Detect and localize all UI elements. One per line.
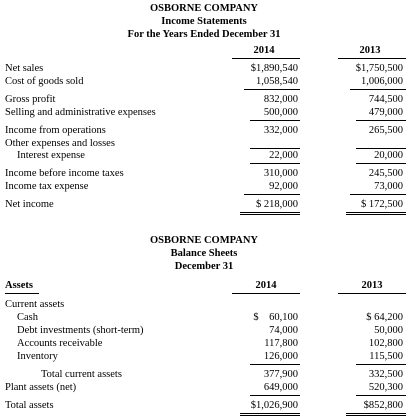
income-row-2013: 73,000 [374, 181, 403, 192]
income-row-2013: 245,500 [368, 168, 403, 179]
income-row-2014: $ 218,000 [256, 199, 298, 210]
income-subtotal-rule [356, 148, 406, 149]
balance-subtotal-rule [356, 364, 406, 365]
balance-company-name: OSBORNE COMPANY [149, 235, 258, 246]
income-row-2013: $1,750,500 [355, 63, 403, 74]
income-row-2013: $ 172,500 [361, 199, 403, 210]
income-row-2014: $1,890,540 [250, 63, 298, 74]
income-subtotal-rule [356, 163, 406, 164]
assets-header-rule [5, 293, 39, 294]
income-row-2014: 332,000 [263, 125, 298, 136]
balance-col1-rule [232, 293, 300, 294]
balance-row-2013: 102,800 [368, 338, 403, 349]
balance-row-2013: 115,500 [369, 351, 403, 362]
income-row-2014: 22,000 [269, 150, 298, 161]
income-row-2013: 20,000 [374, 150, 403, 161]
assets-header: Assets [5, 280, 33, 291]
income-row-2014: 832,000 [263, 94, 298, 105]
income-subtotal-rule [350, 194, 406, 195]
income-subtotal-rule [244, 194, 300, 195]
balance-row-2014: 649,000 [263, 382, 298, 393]
balance-row-label: Plant assets (net) [5, 382, 77, 393]
income-subtotal-rule [250, 148, 300, 149]
balance-subtotal-rule [250, 395, 300, 396]
income-subtotal-rule [356, 120, 406, 121]
income-col2-rule [338, 58, 406, 59]
balance-row-label: Current assets [5, 299, 65, 310]
balance-row-2014: 117,800 [264, 338, 298, 349]
income-row-2014: 500,000 [263, 107, 298, 118]
income-col-2014: 2014 [253, 45, 275, 56]
income-row-2013: 265,500 [368, 125, 403, 136]
balance-row-label: Accounts receivable [17, 338, 103, 349]
income-total-double-rule [240, 212, 300, 215]
balance-row-label: Total current assets [41, 369, 122, 380]
income-subtotal-rule [244, 89, 300, 90]
balance-row-2014: 74,000 [269, 325, 298, 336]
balance-subtotal-rule [250, 364, 300, 365]
income-period: For the Years Ended December 31 [127, 29, 281, 40]
balance-row-2014: $1,026,900 [250, 400, 298, 411]
balance-row-2013: 332,500 [368, 369, 403, 380]
income-subtotal-rule [350, 89, 406, 90]
income-row-label: Interest expense [17, 150, 85, 161]
balance-total-double-rule [346, 413, 406, 416]
income-subtotal-rule [250, 163, 300, 164]
income-company-name: OSBORNE COMPANY [149, 3, 258, 14]
balance-row-2013: $852,800 [363, 400, 403, 411]
balance-total-double-rule [240, 413, 300, 416]
income-row-label: Other expenses and losses [5, 138, 115, 149]
balance-col-2013: 2013 [361, 280, 383, 291]
income-row-label: Income tax expense [5, 181, 89, 192]
balance-row-2014: 377,900 [263, 369, 298, 380]
income-subtotal-rule [250, 120, 300, 121]
income-row-label: Selling and administrative expenses [5, 107, 156, 118]
income-col1-rule [232, 58, 300, 59]
balance-row-label: Inventory [17, 351, 58, 362]
balance-sheet-title: Balance Sheets [170, 248, 238, 259]
balance-col-2014: 2014 [255, 280, 277, 291]
income-row-2014: 1,058,540 [256, 76, 298, 87]
balance-row-label: Total assets [5, 400, 54, 411]
income-row-label: Net sales [5, 63, 44, 74]
balance-row-2013: 50,000 [374, 325, 403, 336]
balance-row-2013: 520,300 [368, 382, 403, 393]
balance-subtotal-rule [356, 395, 406, 396]
income-row-label: Cost of goods sold [5, 76, 84, 87]
balance-row-2014: 126,000 [263, 351, 298, 362]
income-row-2013: 744,500 [368, 94, 403, 105]
income-statement-title: Income Statements [161, 16, 247, 27]
balance-col2-rule [338, 293, 406, 294]
income-col-2013: 2013 [359, 45, 381, 56]
balance-row-2014: $ 60,100 [253, 312, 298, 323]
income-row-2014: 92,000 [269, 181, 298, 192]
income-row-2013: 1,006,000 [361, 76, 403, 87]
income-row-label: Income from operations [5, 125, 106, 136]
income-row-label: Net income [5, 199, 54, 210]
income-row-label: Gross profit [5, 94, 56, 105]
balance-row-label: Debt investments (short-term) [17, 325, 144, 336]
income-total-double-rule [346, 212, 406, 215]
balance-row-label: Cash [17, 312, 38, 323]
balance-date: December 31 [174, 261, 234, 272]
income-row-label: Income before income taxes [5, 168, 124, 179]
income-row-2014: 310,000 [263, 168, 298, 179]
income-row-2013: 479,000 [368, 107, 403, 118]
balance-row-2013: $ 64,200 [366, 312, 403, 323]
